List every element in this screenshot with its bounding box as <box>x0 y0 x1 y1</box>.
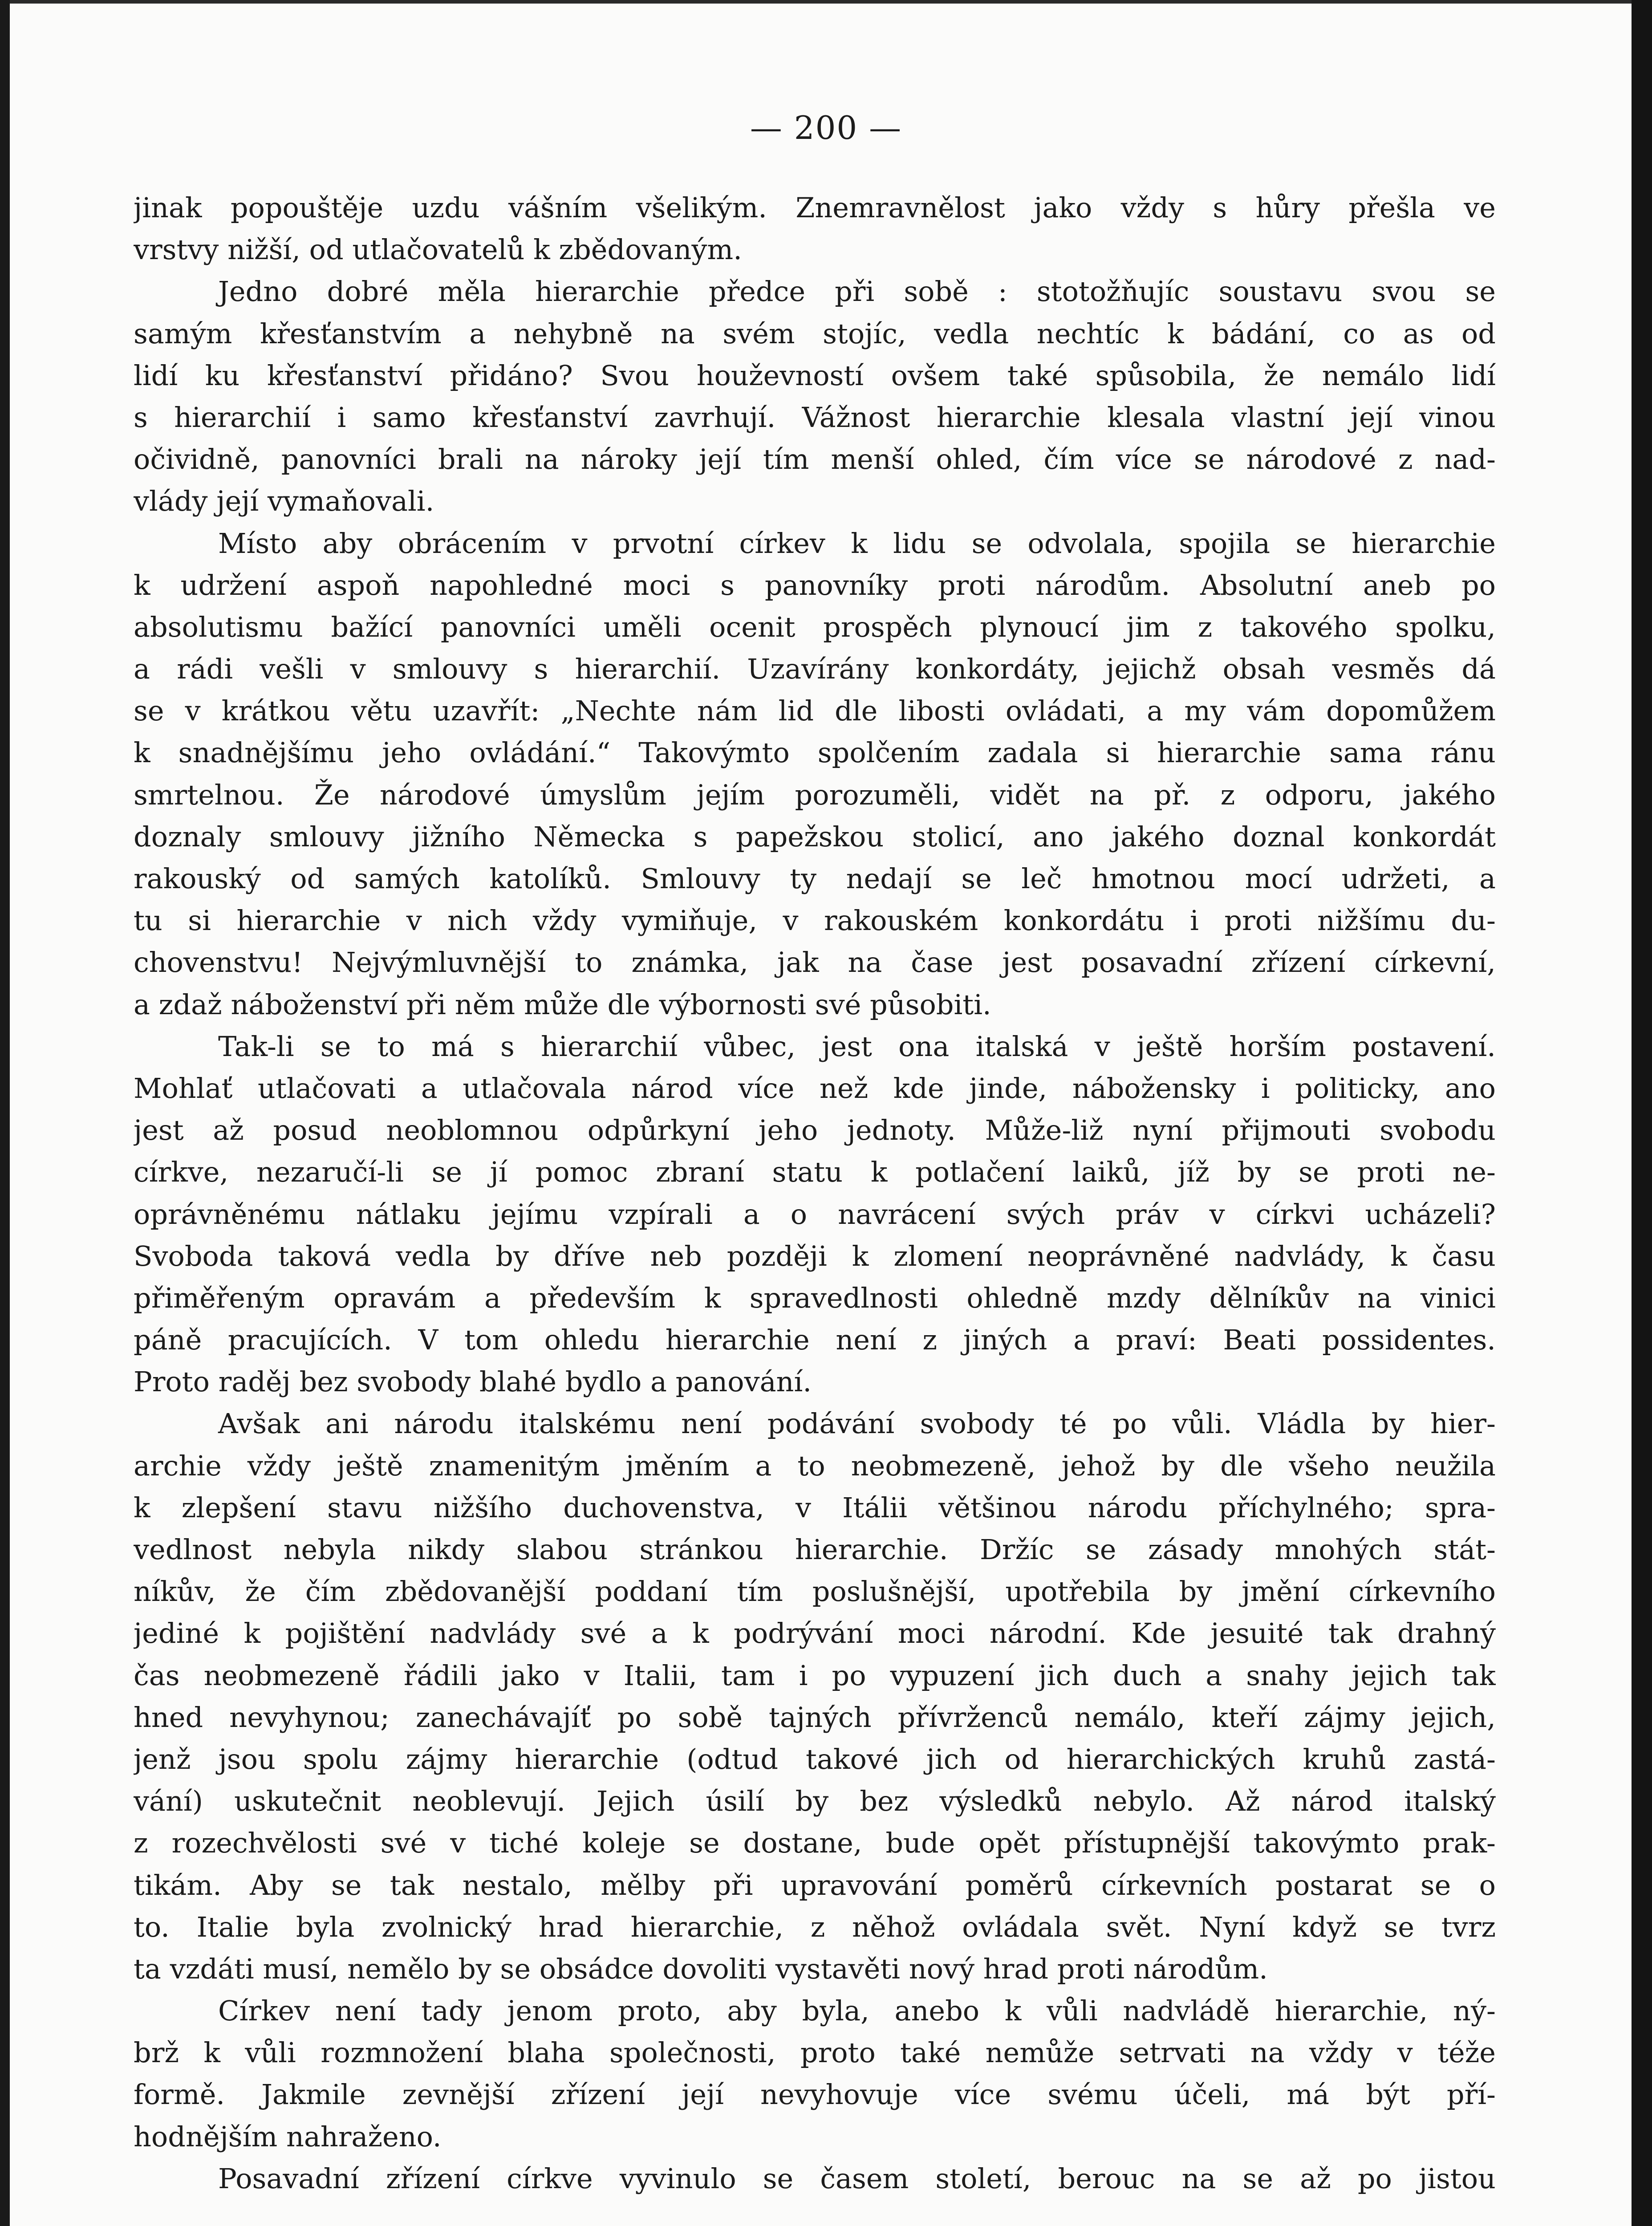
text-line: absolutismu bažící panovníci uměli ocenit prospěch plynoucí jim z takového spolku, <box>134 610 1496 643</box>
text-line: přiměřeným opravám a především k spravedlnosti ohledně mzdy dělníkův na vinici <box>134 1281 1496 1314</box>
text-line: ta vzdáti musí, nemělo by se obsádce dovoliti vystavěti nový hrad proti národům. <box>134 1952 1268 1985</box>
text-line: tikám. Aby se tak nestalo, mělby při upravování poměrů církevních postarat se o <box>134 1869 1496 1901</box>
text-line: rakouský od samých katolíků. Smlouvy ty nedají se leč hmotnou mocí udržeti, a <box>134 862 1496 895</box>
text-line: očividně, panovníci brali na nároky její tím menší ohled, čím více se národové z nad- <box>134 443 1496 476</box>
text-line: hodnějším nahraženo. <box>134 2120 442 2153</box>
scan-border-left <box>0 0 10 2226</box>
text-line: čas neobmezeně řádili jako v Italii, tam i po vypuzení jich duch a snahy jejich tak <box>134 1659 1496 1692</box>
text-line: jenž jsou spolu zájmy hierarchie (odtud takové jich od hierarchických kruhů zastá- <box>134 1743 1496 1775</box>
text-line: to. Italie byla zvolnický hrad hierarchie, z něhož ovládala svět. Nyní když se tvrz <box>134 1910 1496 1943</box>
text-line: vrstvy nižší, od utlačovatelů k zbědovaným. <box>134 233 742 266</box>
text-line: oprávněnému nátlaku jejímu vzpírali a o navrácení svých práv v církvi ucházeli? <box>134 1198 1496 1231</box>
text-line: lidí ku křesťanství přidáno? Svou houževností ovšem také spůsobila, že nemálo lidí <box>134 359 1496 392</box>
text-line: a zdaž náboženství při něm může dle výbornosti své působiti. <box>134 988 991 1021</box>
text-line: formě. Jakmile zevnější zřízení její nevyhovuje více svému účeli, má být pří- <box>134 2078 1496 2111</box>
text-line: k snadnějšímu jeho ovládání.“ Takovýmto spolčením zadala si hierarchie sama ránu <box>134 736 1496 769</box>
text-line: s hierarchií i samo křesťanství zavrhují. Vážnost hierarchie klesala vlastní její vinou <box>134 401 1496 434</box>
text-line: vání) uskutečnit neoblevují. Jejich úsilí by bez výsledků nebylo. Až národ italský <box>134 1785 1496 1818</box>
text-line: níkův, že čím zbědovanější poddaní tím poslušnější, upotřebila by jmění církevního <box>134 1575 1496 1608</box>
text-line: se v krátkou větu uzavřít: „Nechte nám lid dle libosti ovládati, a my vám dopomůžem <box>134 695 1496 727</box>
text-line: chovenstvu! Nejvýmluvnější to známka, jak na čase jest posavadní zřízení církevní, <box>134 946 1496 979</box>
text-line: Tak-li se to má s hierarchií vůbec, jest ona italská v ještě horším postavení. <box>218 1030 1496 1063</box>
text-line: a rádi vešli v smlouvy s hierarchií. Uzavírány konkordáty, jejichž obsah vesměs dá <box>134 653 1496 686</box>
text-line: vedlnost nebyla nikdy slabou stránkou hierarchie. Držíc se zásady mnohých stát- <box>134 1533 1496 1566</box>
text-line: smrtelnou. Že národové úmyslům jejím porozuměli, vidět na př. z odporu, jakého <box>134 778 1496 811</box>
text-line: Církev není tady jenom proto, aby byla, anebo k vůli nadvládě hierarchie, ný- <box>218 1994 1496 2027</box>
text-line: z rozechvělosti své v tiché koleje se dostane, bude opět přístupnější takovýmto prak- <box>134 1827 1496 1860</box>
text-line: Místo aby obrácením v prvotní církev k lidu se odvolala, spojila se hierarchie <box>218 527 1496 560</box>
body-text <box>134 187 1496 2200</box>
text-line: Avšak ani národu italskému není podávání svobody té po vůli. Vládla by hier- <box>218 1407 1496 1440</box>
text-line: Svoboda taková vedla by dříve neb později k zlomení neoprávněné nadvlády, k času <box>134 1239 1496 1272</box>
text-line: k zlepšení stavu nižšího duchovenstva, v Itálii většinou národu příchylného; spra- <box>134 1491 1496 1524</box>
text-line: hned nevyhynou; zanechávajíť po sobě tajných přívrženců nemálo, kteří zájmy jejich, <box>134 1701 1496 1734</box>
scan-border-top <box>0 0 1652 4</box>
text-line: tu si hierarchie v nich vždy vymiňuje, v rakouském konkordátu i proti nižšímu du- <box>134 904 1496 937</box>
text-line: archie vždy ještě znamenitým jměním a to neobmezeně, jehož by dle všeho neužila <box>134 1449 1496 1482</box>
scan-border-right <box>1632 0 1652 2226</box>
page-number: — 200 — <box>750 109 902 146</box>
text-line: páně pracujících. V tom ohledu hierarchie není z jiných a praví: Beati possidentes. <box>134 1324 1496 1357</box>
text-line: samým křesťanstvím a nehybně na svém stojíc, vedla nechtíc k bádání, co as od <box>134 317 1496 350</box>
text-line: Posavadní zřízení církve vyvinulo se časem století, berouc na se až po jistou <box>218 2162 1496 2195</box>
text-line: vlády její vymaňovali. <box>134 485 434 518</box>
text-line: církve, nezaručí-li se jí pomoc zbraní statu k potlačení laiků, jíž by se proti ne- <box>134 1156 1496 1189</box>
text-line: Jedno dobré měla hierarchie předce při sobě : stotožňujíc soustavu svou se <box>218 275 1496 308</box>
text-line: jinak popouštěje uzdu vášním všelikým. Znemravnělost jako vždy s hůry přešla ve <box>134 191 1496 224</box>
text-line: Mohlať utlačovati a utlačovala národ více než kde jinde, nábožensky i politicky, ano <box>134 1072 1496 1105</box>
text-line: jest až posud neoblomnou odpůrkyní jeho jednoty. Může-liž nyní přijmouti svobodu <box>134 1114 1496 1147</box>
text-line: doznaly smlouvy jižního Německa s papežskou stolicí, ano jakého doznal konkordát <box>134 820 1496 853</box>
text-line: Proto raděj bez svobody blahé bydlo a panování. <box>134 1365 812 1398</box>
text-line: k udržení aspoň napohledné moci s panovníky proti národům. Absolutní aneb po <box>134 569 1496 601</box>
text-line: jediné k pojištění nadvlády své a k podrývání moci národní. Kde jesuité tak drahný <box>134 1617 1496 1650</box>
text-line: brž k vůli rozmnožení blaha společnosti, proto také nemůže setrvati na vždy v téže <box>134 2036 1496 2069</box>
